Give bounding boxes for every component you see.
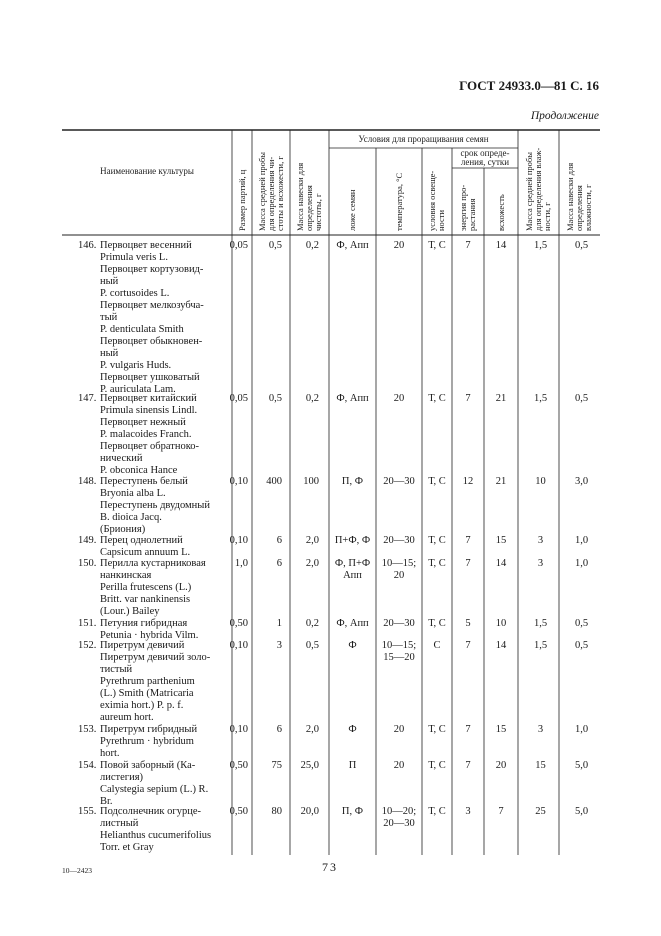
germination-value: 21	[495, 476, 507, 487]
moisture-avg-value: 25	[535, 806, 546, 817]
culture-name-line: (Lour.) Bailey	[100, 606, 160, 617]
energy-value: 5	[465, 618, 471, 629]
moisture-avg-value: 3	[537, 535, 544, 546]
purity-sample-value: 0,2	[305, 618, 319, 629]
col-header-moisture-sample: влажности, г	[583, 184, 593, 231]
col-header-moisture-avg-sample: для определения влаж-	[533, 147, 543, 231]
moisture-avg-value: 15	[535, 760, 546, 771]
lighting-value: Т, С	[428, 760, 446, 771]
culture-name-line: Перилла кустарниковая	[100, 558, 206, 569]
energy-value: 7	[465, 558, 471, 569]
culture-name-line: ный	[100, 348, 119, 359]
row-number: 148.	[78, 476, 97, 487]
temperature-value: 20	[393, 760, 405, 771]
culture-name-line: Capsicum annuum L.	[100, 547, 191, 558]
col-header-germination: всхожесть	[495, 194, 506, 231]
energy-value: 12	[462, 476, 474, 487]
avg-sample-value: 80	[271, 806, 282, 817]
culture-name-line: Pyrethrum parthenium	[100, 676, 195, 687]
moisture-sample-value: 5,0	[574, 760, 589, 771]
row-number: 154.	[78, 760, 97, 771]
row-number: 147.	[78, 393, 97, 404]
culture-name-line: листегия)	[100, 772, 144, 783]
row-number: 150.	[78, 558, 97, 569]
lot-size-value: 1,0	[234, 558, 248, 569]
germination-value: 14	[495, 640, 507, 651]
lighting-value: Т, С	[428, 618, 446, 629]
moisture-avg-value: 3	[537, 724, 544, 735]
purity-sample-value: 2,0	[305, 535, 319, 546]
avg-sample-value: 6	[276, 724, 282, 735]
seed-bed-value: Апп	[343, 570, 362, 581]
germination-value: 7	[498, 806, 504, 817]
moisture-avg-value: 1,5	[533, 240, 548, 251]
energy-value: 7	[465, 393, 471, 404]
avg-sample-value: 3	[276, 640, 282, 651]
culture-name-line: Helianthus cucumerifolius	[100, 830, 212, 841]
seed-bed-value: П	[348, 760, 357, 771]
row-number: 152.	[78, 640, 97, 651]
lighting-value: Т, С	[428, 724, 446, 735]
row-number: 149.	[78, 535, 97, 546]
col-header-energy: энергия про-	[458, 184, 468, 231]
culture-name-line: eximia hort.) P. p. f.	[100, 700, 184, 711]
culture-name-line: Пиретрум девичий	[100, 640, 185, 651]
culture-name-line: Первоцвет китайский	[100, 393, 197, 404]
moisture-sample-value: 1,0	[574, 558, 589, 569]
culture-name-line: Первоцвет весенний	[100, 240, 192, 251]
avg-sample-value: 400	[266, 476, 282, 487]
energy-value: 7	[465, 760, 471, 771]
culture-name-line: Первоцвет обыкновен-	[100, 336, 203, 347]
lighting-value: Т, С	[428, 240, 446, 251]
lot-size-value: 0,50	[229, 618, 248, 629]
col-header-seed-bed: ложе семян	[347, 189, 357, 231]
culture-name-line: hort.	[100, 748, 120, 759]
col-header-avg-sample: стоты и всхожести, г	[274, 156, 285, 231]
energy-value: 3	[465, 806, 471, 817]
purity-sample-value: 2,0	[305, 724, 319, 735]
culture-name-line: Первоцвет кортузовид-	[100, 264, 204, 275]
germination-value: 15	[495, 724, 507, 735]
germination-value: 15	[495, 535, 507, 546]
row-number: 151.	[78, 618, 97, 629]
temperature-value: 10—20;	[381, 806, 417, 817]
energy-value: 7	[465, 535, 471, 546]
temperature-value: 20	[393, 393, 405, 404]
culture-name-line: ный	[100, 276, 119, 287]
seed-bed-value: Ф, Апп	[336, 240, 369, 251]
moisture-avg-value: 1,5	[533, 393, 548, 404]
col-header-moisture-avg-sample: ности, г	[542, 202, 552, 231]
col-header-purity-sample: чистоты, г	[313, 193, 323, 231]
col-header-germination-conditions: Условия для проращивания семян	[358, 134, 489, 144]
lot-size-value: 0,50	[229, 806, 248, 817]
moisture-sample-value: 1,0	[574, 724, 589, 735]
seed-bed-value: Ф	[348, 724, 357, 735]
culture-name-line: Britt. var nankinensis	[100, 594, 191, 605]
col-header-temperature: температура, °С	[393, 172, 404, 231]
temperature-value: 10—15;	[381, 640, 417, 651]
purity-sample-value: 25,0	[300, 760, 319, 771]
col-header-purity-sample: Масса навески для	[295, 162, 305, 231]
col-header-moisture-avg-sample: Масса средней пробы	[524, 152, 534, 231]
culture-name-line: Первоцвет ушковатый	[100, 372, 200, 383]
purity-sample-value: 100	[303, 476, 319, 487]
col-header-avg-sample: Масса средней пробы	[256, 152, 267, 231]
culture-name-line: P. denticulata Smith	[100, 324, 184, 335]
energy-value: 7	[465, 640, 471, 651]
col-header-lighting: ности	[436, 209, 446, 231]
avg-sample-value: 1	[276, 618, 282, 629]
col-header-purity-sample: определения	[304, 185, 314, 231]
culture-name-line: (Бриония)	[100, 524, 146, 535]
lot-size-value: 0,05	[229, 240, 248, 251]
temperature-value: 20—30	[383, 618, 415, 629]
culture-name-line: P. malacoides Franch.	[100, 429, 192, 440]
moisture-avg-value: 10	[535, 476, 546, 487]
culture-name-line: P. vulgaris Huds.	[100, 360, 172, 371]
purity-sample-value: 2,0	[305, 558, 319, 569]
lighting-value: С	[433, 640, 441, 651]
culture-name-line: Calystegia sepium (L.) R.	[100, 784, 209, 795]
lot-size-value: 0,50	[229, 760, 248, 771]
energy-value: 7	[465, 724, 471, 735]
culture-name-line: Перец однолетний	[100, 535, 183, 546]
avg-sample-value: 75	[271, 760, 282, 771]
moisture-sample-value: 0,5	[574, 640, 589, 651]
page-number: 73	[322, 860, 338, 874]
lot-size-value: 0,10	[229, 535, 248, 546]
temperature-value: 20—30	[383, 476, 415, 487]
culture-name-line: Подсолнечник огурце-	[100, 806, 201, 817]
moisture-sample-value: 3,0	[574, 476, 589, 487]
seed-bed-value: П, Ф	[341, 806, 364, 817]
avg-sample-value: 6	[276, 558, 282, 569]
culture-name-line: Torr. et Gray	[100, 842, 154, 853]
col-header-moisture-sample: Масса навески для	[565, 162, 575, 231]
moisture-sample-value: 1,0	[574, 535, 589, 546]
culture-name-line: тый	[100, 312, 118, 323]
moisture-avg-value: 1,5	[533, 618, 548, 629]
culture-name-line: листный	[100, 818, 139, 829]
avg-sample-value: 0,5	[268, 240, 282, 251]
avg-sample-value: 0,5	[268, 393, 282, 404]
lot-size-value: 0,10	[229, 476, 248, 487]
temperature-value: 20—30	[383, 818, 415, 829]
germination-value: 14	[495, 558, 507, 569]
culture-name-line: Perilla frutescens (L.)	[100, 582, 192, 593]
col-header-lighting: условия освеще-	[427, 170, 437, 231]
lot-size-value: 0,10	[229, 724, 248, 735]
culture-name-line: (L.) Smith (Matricaria	[100, 688, 194, 699]
germination-value: 20	[495, 760, 507, 771]
culture-name-line: тистый	[100, 664, 133, 675]
culture-name-line: Первоцвет мелкозубча-	[100, 300, 204, 311]
purity-sample-value: 0,2	[305, 393, 319, 404]
temperature-value: 20	[393, 724, 405, 735]
footer-code: 10—2423	[62, 866, 92, 875]
purity-sample-value: 0,2	[305, 240, 319, 251]
lighting-value: Т, С	[428, 476, 446, 487]
moisture-sample-value: 0,5	[574, 240, 589, 251]
culture-name-line: P. auriculata Lam.	[100, 384, 176, 395]
germination-value: 21	[495, 393, 507, 404]
moisture-avg-value: 3	[537, 558, 544, 569]
germination-value: 14	[495, 240, 507, 251]
culture-name-line: Повой заборный (Ка-	[100, 760, 196, 771]
culture-name-line: P. obconica Hance	[100, 465, 178, 476]
culture-name-line: Primula sinensis Lindl.	[100, 405, 198, 416]
col-header-energy: растания	[467, 198, 477, 231]
col-header-avg-sample: для определения чи-	[265, 156, 276, 231]
lot-size-value: 0,05	[229, 393, 248, 404]
temperature-value: 20—30	[383, 535, 415, 546]
culture-name-line: Пиретрум гибридный	[100, 724, 198, 735]
culture-name-line: Пиретрум девичий золо-	[100, 652, 211, 663]
temperature-value: 20	[393, 570, 405, 581]
lighting-value: Т, С	[428, 558, 446, 569]
row-number: 153.	[78, 724, 97, 735]
culture-name-line: нанкинская	[100, 570, 152, 581]
col-header-term: срок опреде-	[460, 148, 510, 158]
row-number: 155.	[78, 806, 97, 817]
culture-name-line: aureum hort.	[100, 712, 154, 723]
culture-name-line: Pyrethrum · hybridum	[100, 736, 194, 747]
document-header: ГОСТ 24933.0—81 С. 16	[459, 78, 599, 93]
purity-sample-value: 20,0	[300, 806, 319, 817]
col-header-lot-size: Размер партий, ц	[236, 169, 247, 231]
seed-bed-value: Ф, П+Ф	[334, 558, 371, 569]
culture-name-line: P. cortusoides L.	[100, 288, 170, 299]
purity-sample-value: 0,5	[305, 640, 319, 651]
culture-name-line: Переступень белый	[100, 476, 188, 487]
lighting-value: Т, С	[428, 806, 446, 817]
culture-name-line: Bryonia alba L.	[100, 488, 166, 499]
continuation-label: Продолжение	[530, 110, 599, 122]
moisture-avg-value: 1,5	[533, 640, 548, 651]
col-header-term: ления, сутки	[460, 157, 510, 167]
culture-name-line: Primula veris L.	[100, 252, 168, 263]
seed-bed-value: Ф	[348, 640, 357, 651]
temperature-value: 20	[393, 240, 405, 251]
seed-bed-value: Ф, Апп	[336, 393, 369, 404]
moisture-sample-value: 0,5	[574, 618, 589, 629]
moisture-sample-value: 0,5	[574, 393, 589, 404]
culture-name-line: Переступень двудомный	[100, 500, 210, 511]
germination-value: 10	[495, 618, 507, 629]
moisture-sample-value: 5,0	[574, 806, 589, 817]
row-number: 146.	[78, 240, 97, 251]
seed-bed-value: П, Ф	[341, 476, 364, 487]
culture-name-line: Первоцвет обратноко-	[100, 441, 200, 452]
culture-name-line: B. dioica Jacq.	[100, 512, 162, 523]
culture-name-line: Petunia · hybrida Vilm.	[100, 630, 199, 641]
col-header-moisture-sample: определения	[574, 185, 584, 231]
culture-name-line: нический	[100, 453, 143, 464]
temperature-value: 10—15;	[381, 558, 417, 569]
culture-name-line: Первоцвет нежный	[100, 417, 186, 428]
col-header-name: Наименование культуры	[100, 166, 194, 176]
energy-value: 7	[465, 240, 471, 251]
seed-bed-value: П+Ф, Ф	[334, 535, 371, 546]
lighting-value: Т, С	[428, 535, 446, 546]
temperature-value: 15—20	[383, 652, 415, 663]
avg-sample-value: 6	[276, 535, 282, 546]
culture-name-line: Петуния гибридная	[100, 618, 188, 629]
lot-size-value: 0,10	[229, 640, 248, 651]
seed-bed-value: Ф, Апп	[336, 618, 369, 629]
lighting-value: Т, С	[428, 393, 446, 404]
culture-name-line: Br.	[100, 796, 113, 807]
